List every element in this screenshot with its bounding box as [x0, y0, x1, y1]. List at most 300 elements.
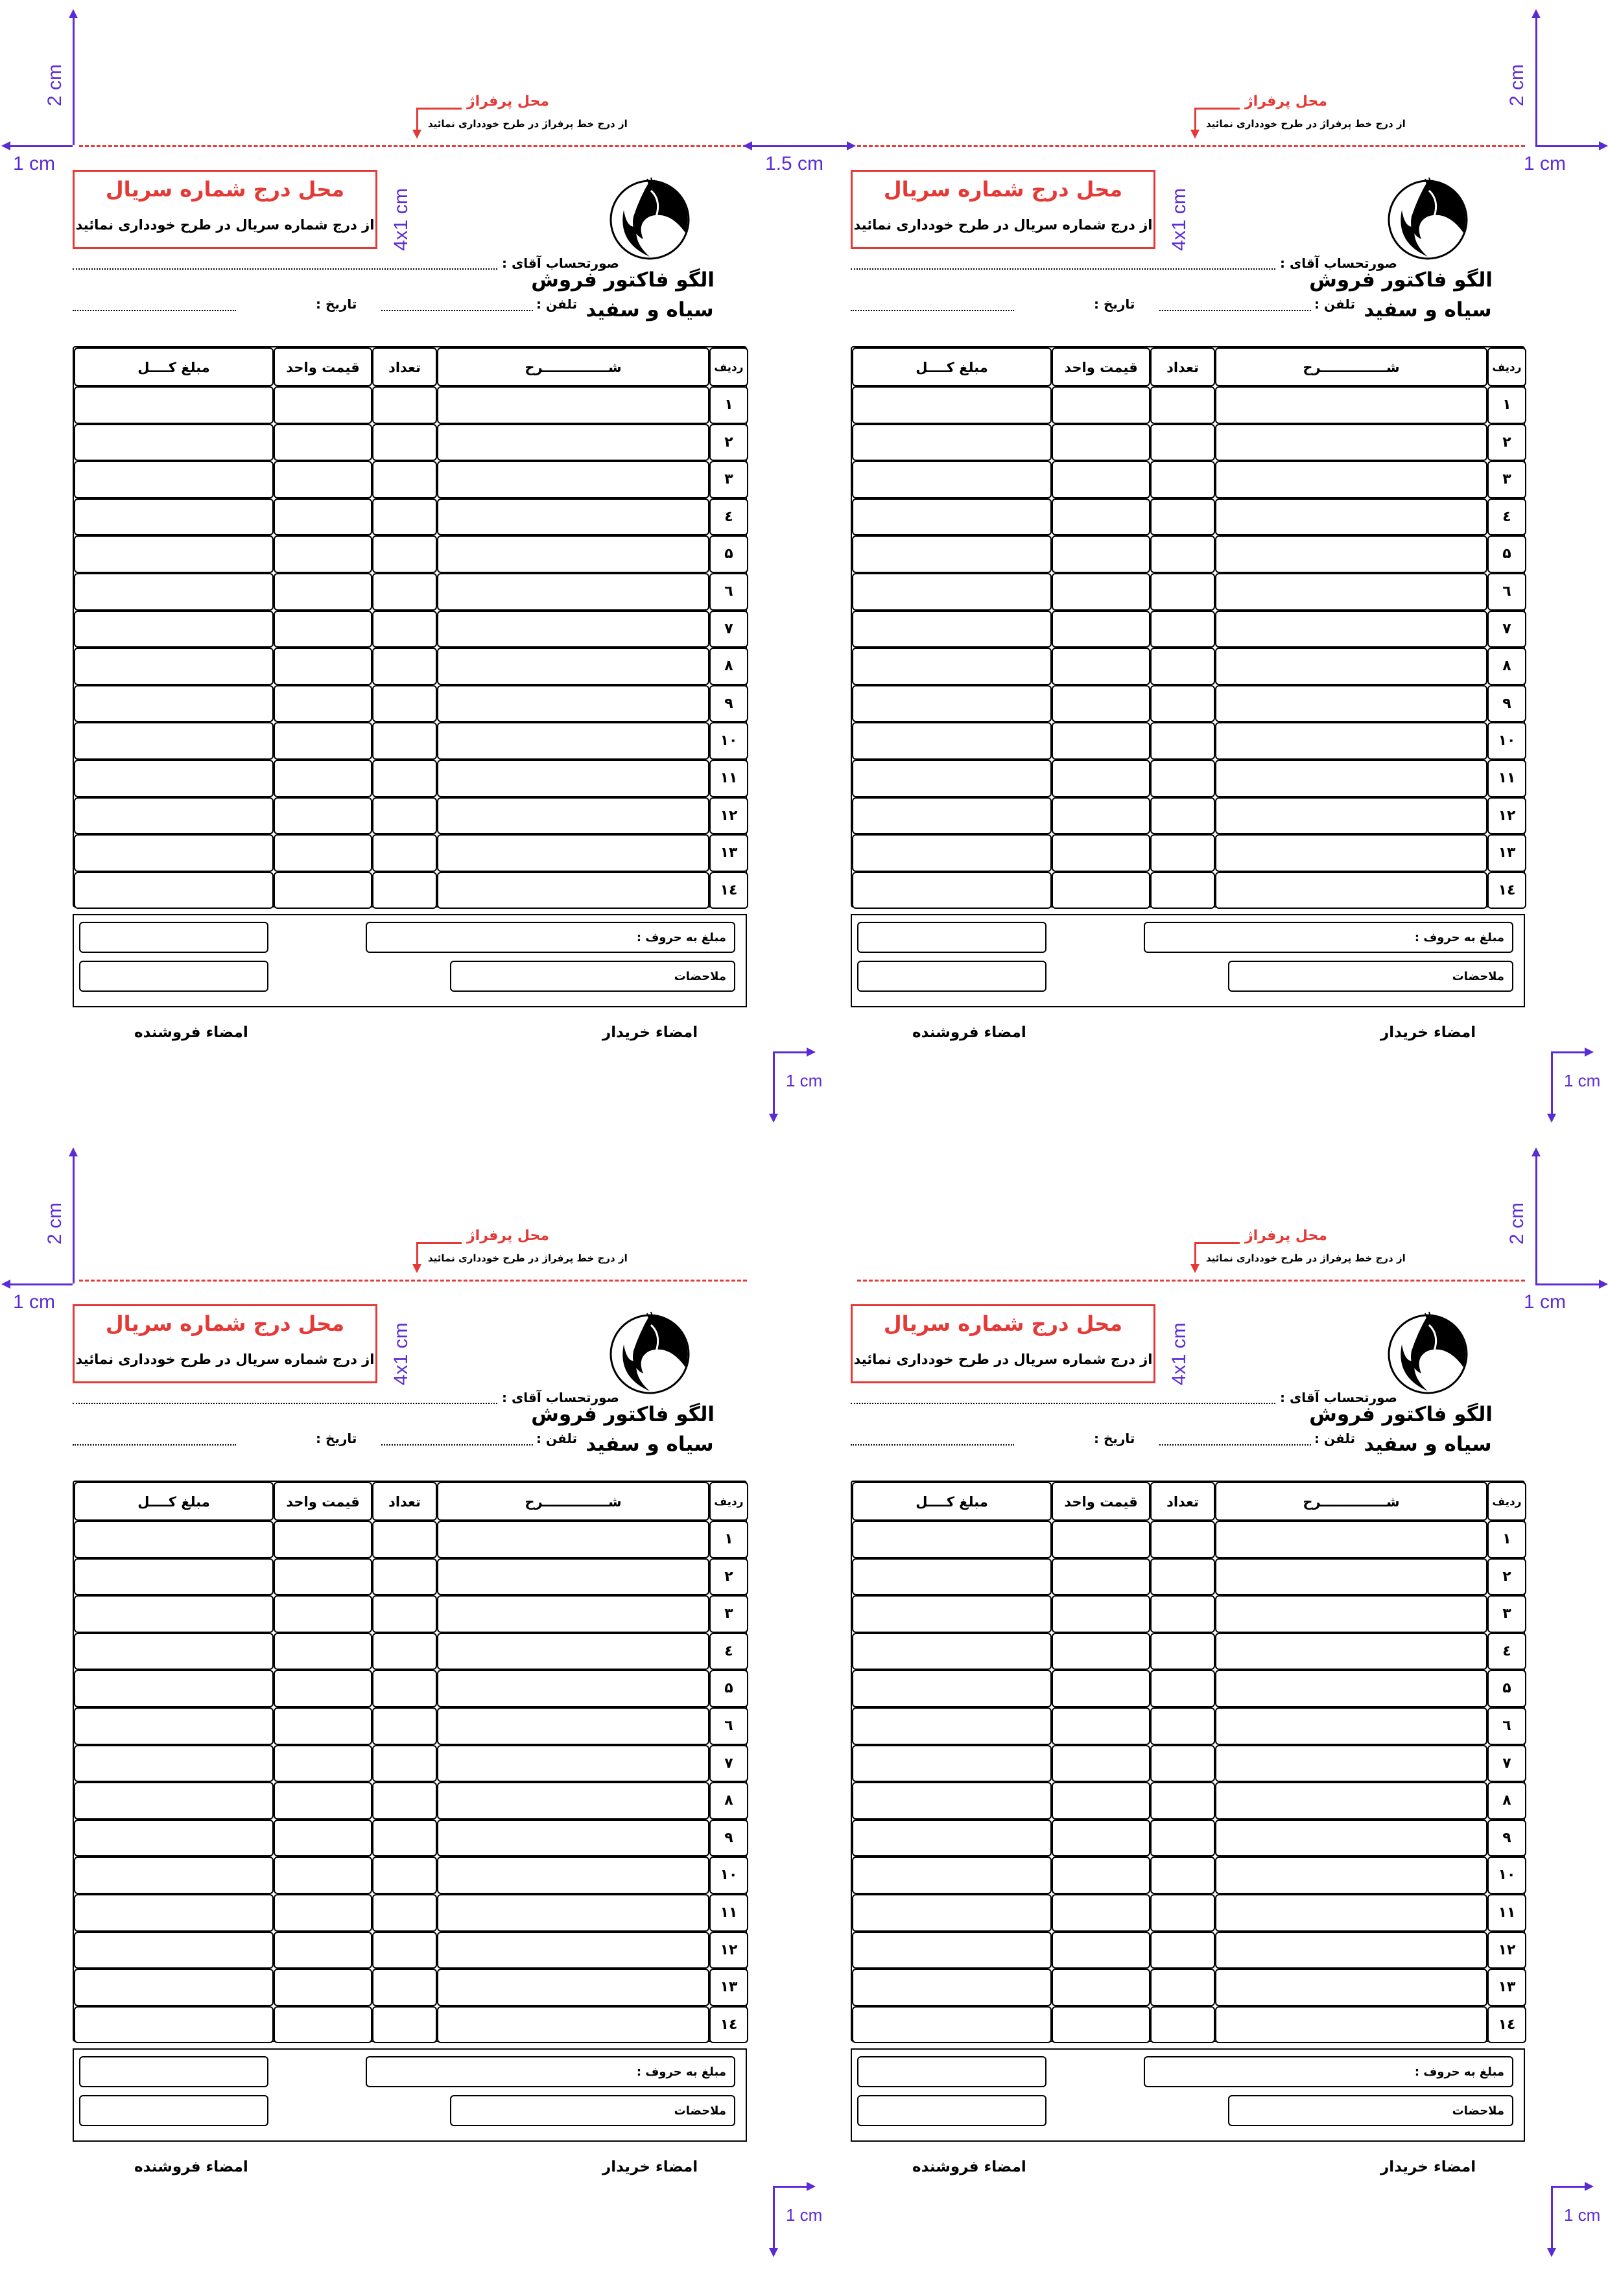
table-cell: [1052, 685, 1150, 723]
table-cell: [1052, 648, 1150, 685]
table-cell: [437, 1820, 709, 1857]
peacock-logo-icon: [604, 1306, 695, 1396]
row-number: ۹: [724, 695, 733, 712]
buyer-signature-label: امضاء خریدار: [602, 2159, 698, 2175]
brand-title: الگو فاکتور فروش: [1309, 1403, 1493, 1426]
gap-dimension-arrow-icon: [743, 141, 752, 150]
header-description-cell: [437, 347, 709, 386]
row-number-cell: [1487, 872, 1526, 909]
serial-box-title: محل درج شماره سریال: [105, 1311, 345, 1336]
side-dimension-arrow-icon: [1, 1280, 10, 1289]
row-number: ٦: [1502, 583, 1511, 600]
table-cell: [372, 1633, 437, 1670]
seller-signature-label: امضاء فروشنده: [912, 1024, 1026, 1041]
row-number-cell: [709, 834, 748, 872]
perforation-arrow-shaft: [416, 1242, 462, 1244]
table-cell: [437, 611, 709, 648]
row-number-cell: [1487, 1707, 1526, 1745]
row-number-cell: [1487, 1782, 1526, 1820]
row-number-cell: [1487, 1521, 1526, 1558]
serial-box-subtitle: از درج شماره سریال در طرح خودداری نمائید: [853, 217, 1153, 233]
table-cell: [372, 722, 437, 760]
row-number: ۱۱: [1498, 1904, 1516, 1921]
notes-field: [1228, 2095, 1513, 2126]
customer-line: [851, 268, 1275, 270]
row-number: ۱۲: [1498, 807, 1516, 824]
table-cell: [1215, 1558, 1487, 1596]
table-cell: [274, 461, 372, 498]
table-cell: [1215, 535, 1487, 573]
totals-footer: [73, 914, 747, 1007]
table-cell: [437, 461, 709, 498]
table-cell: [74, 685, 274, 723]
row-number: ۱۲: [1498, 1941, 1516, 1958]
bottom-dimension-label: 1 cm: [1564, 2205, 1601, 2225]
row-number-cell: [709, 1558, 748, 1596]
table-cell: [1150, 872, 1215, 909]
table-cell: [437, 1857, 709, 1894]
row-number-cell: [1487, 1820, 1526, 1857]
header-unit-price: قیمت واحد: [286, 360, 360, 375]
bottom-dimension-tick: [1552, 2186, 1585, 2188]
header-total-cell: [74, 347, 274, 386]
table-cell: [1150, 461, 1215, 498]
header-description: شــــــــــــــرح: [525, 1494, 622, 1510]
serial-number-box: [73, 1304, 377, 1383]
table-cell: [372, 685, 437, 723]
row-number-cell: [709, 611, 748, 648]
table-cell: [1215, 834, 1487, 872]
header-total: مبلغ کــــل: [137, 360, 210, 375]
bottom-dimension-tick: [774, 1051, 807, 1053]
row-number: ۱: [724, 397, 733, 413]
header-quantity: تعداد: [388, 1494, 421, 1510]
row-number-cell: [709, 760, 748, 797]
amount-in-words-field: [1144, 2056, 1513, 2087]
perforation-arrow-shaft: [1194, 108, 1240, 110]
bottom-dimension-line: [1551, 2186, 1553, 2251]
serial-box-title: محل درج شماره سریال: [883, 1311, 1123, 1336]
table-cell: [274, 648, 372, 685]
table-cell: [74, 611, 274, 648]
table-cell: [852, 1745, 1052, 1783]
items-table: [851, 1481, 1525, 2042]
invoice-panel: [851, 170, 1525, 1162]
header-row-cell: [709, 1482, 748, 1521]
row-number-cell: [1487, 1969, 1526, 2006]
top-dimension-line: [73, 1154, 75, 1283]
table-cell: [852, 386, 1052, 424]
amount-in-words-field: [366, 922, 735, 953]
table-cell: [852, 1670, 1052, 1707]
table-cell: [437, 1745, 709, 1783]
bottom-dimension-line: [773, 2186, 775, 2251]
table-cell: [1215, 2006, 1487, 2044]
table-cell: [1150, 1820, 1215, 1857]
row-number: ۱۳: [720, 845, 738, 861]
header-total-cell: [852, 347, 1052, 386]
table-cell: [372, 1558, 437, 1596]
table-cell: [437, 1932, 709, 1969]
table-cell: [1215, 797, 1487, 835]
row-number-cell: [1487, 685, 1526, 723]
side-dimension-arrow-icon: [1599, 141, 1608, 150]
brand-subtitle: سیاه و سفید: [1364, 298, 1492, 322]
table-cell: [74, 648, 274, 685]
header-unit-price-cell: [274, 1482, 372, 1521]
table-cell: [437, 1595, 709, 1633]
table-cell: [437, 872, 709, 909]
row-number-cell: [709, 2006, 748, 2044]
table-cell: [1215, 1670, 1487, 1707]
table-cell: [1052, 1894, 1150, 1932]
top-dimension-line: [1535, 1154, 1537, 1283]
bottom-dimension-arrow-icon: [807, 1048, 816, 1057]
header-row: ردیف: [1492, 361, 1522, 374]
table-cell: [74, 1670, 274, 1707]
date-line: [851, 1444, 1014, 1446]
table-cell: [372, 834, 437, 872]
row-number-cell: [709, 498, 748, 536]
table-cell: [372, 424, 437, 462]
row-number-cell: [1487, 760, 1526, 797]
table-cell: [852, 611, 1052, 648]
table-cell: [1215, 386, 1487, 424]
row-number-cell: [709, 1521, 748, 1558]
row-number: ۱۰: [720, 732, 738, 749]
top-dimension-label: 2 cm: [1506, 1202, 1528, 1245]
bottom-dimension-line: [1551, 1051, 1553, 1116]
header-unit-price: قیمت واحد: [1064, 360, 1138, 375]
table-cell: [74, 872, 274, 909]
table-cell: [274, 1820, 372, 1857]
row-number: ٦: [724, 583, 733, 600]
row-number-cell: [709, 685, 748, 723]
table-cell: [74, 498, 274, 536]
top-dimension-arrow-icon: [1531, 9, 1541, 18]
table-cell: [852, 1558, 1052, 1596]
customer-line: [851, 1403, 1275, 1404]
row-number-cell: [709, 648, 748, 685]
row-number: ۲: [724, 434, 733, 451]
top-dimension-label: 2 cm: [44, 64, 65, 106]
table-cell: [74, 1595, 274, 1633]
bottom-dimension-arrow-down-icon: [1547, 1114, 1556, 1123]
peacock-logo-icon: [1382, 1306, 1473, 1396]
table-cell: [1052, 872, 1150, 909]
amount-in-words-field: [366, 2056, 735, 2087]
date-label: تاریخ :: [1094, 296, 1135, 312]
table-cell: [74, 1707, 274, 1745]
table-cell: [74, 1633, 274, 1670]
peacock-logo-icon: [1382, 171, 1473, 262]
row-number: ۸: [724, 658, 733, 675]
totals-footer: [73, 2048, 747, 2142]
table-cell: [852, 1707, 1052, 1745]
table-cell: [852, 2006, 1052, 2044]
row-number: ۵: [724, 1680, 733, 1697]
amount-in-words-label: مبلغ به حروف :: [1414, 931, 1504, 944]
phone-label: تلفن :: [536, 296, 578, 312]
side-dimension-label: 1 cm: [13, 1291, 56, 1313]
perforation-subtitle: از درج خط پرفراژ در طرح خودداری نمائید: [428, 1252, 628, 1264]
header-row-cell: [709, 347, 748, 386]
table-cell: [1215, 1894, 1487, 1932]
table-cell: [437, 498, 709, 536]
seller-signature-label: امضاء فروشنده: [912, 2159, 1026, 2175]
bottom-dimension-arrow-icon: [807, 2182, 816, 2191]
table-cell: [1052, 1595, 1150, 1633]
row-number: ۷: [1502, 620, 1511, 637]
row-number-cell: [709, 386, 748, 424]
bottom-dimension-arrow-down-icon: [769, 1114, 778, 1123]
table-cell: [372, 1820, 437, 1857]
totals-footer: [851, 2048, 1525, 2142]
phone-line: [1159, 1444, 1311, 1446]
row-number: ۱٤: [720, 2016, 738, 2033]
customer-label: صورتحساب آقای :: [1280, 255, 1397, 271]
table-cell: [852, 722, 1052, 760]
row-number: ۱۳: [720, 1979, 738, 1996]
header-row-cell: [1487, 1482, 1526, 1521]
table-cell: [372, 611, 437, 648]
header-description-cell: [1215, 347, 1487, 386]
table-cell: [852, 797, 1052, 835]
row-number-cell: [1487, 461, 1526, 498]
table-cell: [852, 1969, 1052, 2006]
table-cell: [74, 834, 274, 872]
top-dimension-label: 2 cm: [44, 1202, 65, 1245]
table-cell: [1215, 1857, 1487, 1894]
table-cell: [1150, 535, 1215, 573]
table-cell: [372, 1670, 437, 1707]
bottom-dimension-label: 1 cm: [1564, 1071, 1601, 1090]
table-cell: [1150, 1707, 1215, 1745]
table-cell: [274, 535, 372, 573]
date-line: [73, 310, 236, 311]
phone-label: تلفن :: [1314, 1431, 1356, 1446]
header-quantity: تعداد: [1166, 360, 1199, 375]
bottom-dimension-line: [773, 1051, 775, 1116]
perforation-arrow-icon: [1190, 1264, 1200, 1273]
table-cell: [1052, 834, 1150, 872]
amount-total-field: [857, 922, 1046, 953]
table-cell: [437, 760, 709, 797]
row-number-cell: [1487, 722, 1526, 760]
table-cell: [372, 2006, 437, 2044]
table-cell: [372, 461, 437, 498]
amount-total-field: [79, 922, 268, 953]
table-cell: [437, 1969, 709, 2006]
notes-field: [450, 2095, 735, 2126]
row-number-cell: [1487, 648, 1526, 685]
table-cell: [1215, 648, 1487, 685]
perforation-title: محل پرفراژ: [1245, 1228, 1328, 1244]
customer-line: [73, 268, 497, 270]
brand-subtitle: سیاه و سفید: [1364, 1433, 1492, 1456]
table-cell: [74, 1782, 274, 1820]
perforation-arrow-icon: [412, 1264, 421, 1273]
table-cell: [852, 1782, 1052, 1820]
row-number-cell: [709, 1670, 748, 1707]
perforation-arrow-stem: [1194, 1242, 1196, 1267]
serial-size-label: 4x1 cm: [390, 1322, 412, 1385]
table-cell: [74, 573, 274, 611]
notes-label: ملاحضات: [1452, 970, 1504, 983]
table-cell: [74, 2006, 274, 2044]
table-cell: [437, 685, 709, 723]
table-cell: [372, 1745, 437, 1783]
header-description: شــــــــــــــرح: [525, 360, 622, 375]
table-cell: [1150, 1932, 1215, 1969]
customer-label: صورتحساب آقای :: [502, 255, 619, 271]
header-quantity-cell: [1150, 1482, 1215, 1521]
table-cell: [274, 1932, 372, 1969]
header-row: ردیف: [1492, 1495, 1522, 1508]
table-cell: [1052, 386, 1150, 424]
table-cell: [852, 1894, 1052, 1932]
row-number: ٦: [724, 1718, 733, 1734]
header-unit-price: قیمت واحد: [1064, 1494, 1138, 1510]
bottom-dimension-tick: [774, 2186, 807, 2188]
table-cell: [372, 573, 437, 611]
perforation-arrow-stem: [1194, 108, 1196, 132]
table-cell: [1215, 461, 1487, 498]
row-number-cell: [1487, 573, 1526, 611]
amount-in-words-label: مبلغ به حروف :: [1414, 2065, 1504, 2079]
row-number-cell: [709, 1969, 748, 2006]
side-dimension-line: [6, 1283, 73, 1285]
row-number: ۱۰: [1498, 1867, 1516, 1884]
table-cell: [437, 1894, 709, 1932]
table-cell: [274, 386, 372, 424]
date-label: تاریخ :: [316, 296, 357, 312]
row-number-cell: [1487, 1558, 1526, 1596]
perforation-title: محل پرفراژ: [467, 1228, 550, 1244]
perforation-arrow-icon: [412, 130, 421, 139]
table-cell: [274, 1633, 372, 1670]
table-cell: [274, 760, 372, 797]
table-cell: [372, 1894, 437, 1932]
table-cell: [437, 1707, 709, 1745]
amount-total-field: [857, 2056, 1046, 2087]
table-cell: [852, 1820, 1052, 1857]
amount-in-words-label: مبلغ به حروف :: [636, 931, 726, 944]
table-cell: [1150, 648, 1215, 685]
header-total: مبلغ کــــل: [916, 360, 988, 375]
row-number: ۱۳: [1498, 845, 1516, 861]
brand-subtitle: سیاه و سفید: [585, 298, 714, 322]
row-number: ۱۱: [720, 1904, 738, 1921]
table-cell: [437, 424, 709, 462]
table-cell: [1052, 1558, 1150, 1596]
table-cell: [852, 1932, 1052, 1969]
header-unit-price: قیمت واحد: [286, 1494, 360, 1510]
phone-line: [381, 1444, 533, 1446]
table-cell: [274, 573, 372, 611]
row-number-cell: [709, 1595, 748, 1633]
table-cell: [372, 1595, 437, 1633]
notes-label: ملاحضات: [674, 970, 726, 983]
seller-signature-label: امضاء فروشنده: [134, 1024, 248, 1041]
table-cell: [274, 1707, 372, 1745]
row-number: ۹: [1502, 1829, 1511, 1846]
serial-number-box: [73, 170, 377, 249]
side-dimension-line: [6, 145, 73, 147]
row-number: ۱۰: [720, 1867, 738, 1884]
seller-signature-label: امضاء فروشنده: [134, 2159, 248, 2175]
perforation-arrow-stem: [416, 108, 418, 132]
row-number: ۱٤: [1498, 2016, 1516, 2033]
table-cell: [1150, 1894, 1215, 1932]
items-table: [73, 1481, 747, 2042]
row-number-cell: [709, 1633, 748, 1670]
row-number: ۱٤: [1498, 882, 1516, 898]
amount-in-words-label: مبلغ به حروف :: [636, 2065, 726, 2079]
row-number: ۱۱: [1498, 770, 1516, 786]
perforation-subtitle: از درج خط پرفراژ در طرح خودداری نمائید: [1206, 1252, 1406, 1264]
table-cell: [1150, 1633, 1215, 1670]
table-cell: [74, 535, 274, 573]
table-cell: [1052, 1521, 1150, 1558]
table-cell: [1052, 797, 1150, 835]
table-cell: [437, 573, 709, 611]
serial-box-subtitle: از درج شماره سریال در طرح خودداری نمائید: [75, 1352, 375, 1367]
invoice-panel: [73, 1304, 747, 2296]
table-cell: [437, 1521, 709, 1558]
perforation-title: محل پرفراژ: [1245, 93, 1328, 110]
table-cell: [1215, 1782, 1487, 1820]
table-cell: [437, 797, 709, 835]
row-number: ۳: [1502, 1606, 1511, 1622]
serial-size-label: 4x1 cm: [390, 188, 412, 251]
row-number-cell: [1487, 498, 1526, 536]
table-cell: [74, 386, 274, 424]
side-dimension-label: 1 cm: [1524, 153, 1567, 174]
perforation-subtitle: از درج خط پرفراژ در طرح خودداری نمائید: [428, 118, 628, 130]
row-number: ۷: [724, 1755, 733, 1772]
table-cell: [74, 1894, 274, 1932]
row-number: ۲: [1502, 1568, 1511, 1585]
header-quantity: تعداد: [1166, 1494, 1199, 1510]
row-number-cell: [1487, 834, 1526, 872]
table-cell: [1052, 760, 1150, 797]
notes-total-field: [857, 961, 1046, 992]
perforation-line: [79, 1280, 747, 1282]
brand-subtitle: سیاه و سفید: [585, 1433, 714, 1456]
row-number: ۹: [1502, 695, 1511, 712]
side-dimension-line: [1535, 145, 1602, 147]
table-cell: [1052, 498, 1150, 536]
table-cell: [437, 648, 709, 685]
row-number-cell: [709, 797, 748, 835]
row-number-cell: [709, 1894, 748, 1932]
table-cell: [1215, 1745, 1487, 1783]
header-description-cell: [437, 1482, 709, 1521]
amount-total-field: [79, 2056, 268, 2087]
table-cell: [1150, 611, 1215, 648]
header-quantity-cell: [1150, 347, 1215, 386]
customer-label: صورتحساب آقای :: [502, 1390, 619, 1405]
table-cell: [852, 1595, 1052, 1633]
table-cell: [852, 685, 1052, 723]
row-number: ۳: [1502, 471, 1511, 488]
brand-title: الگو فاکتور فروش: [531, 1403, 715, 1426]
table-cell: [274, 1857, 372, 1894]
row-number-cell: [709, 461, 748, 498]
row-number-cell: [1487, 1633, 1526, 1670]
table-cell: [852, 760, 1052, 797]
